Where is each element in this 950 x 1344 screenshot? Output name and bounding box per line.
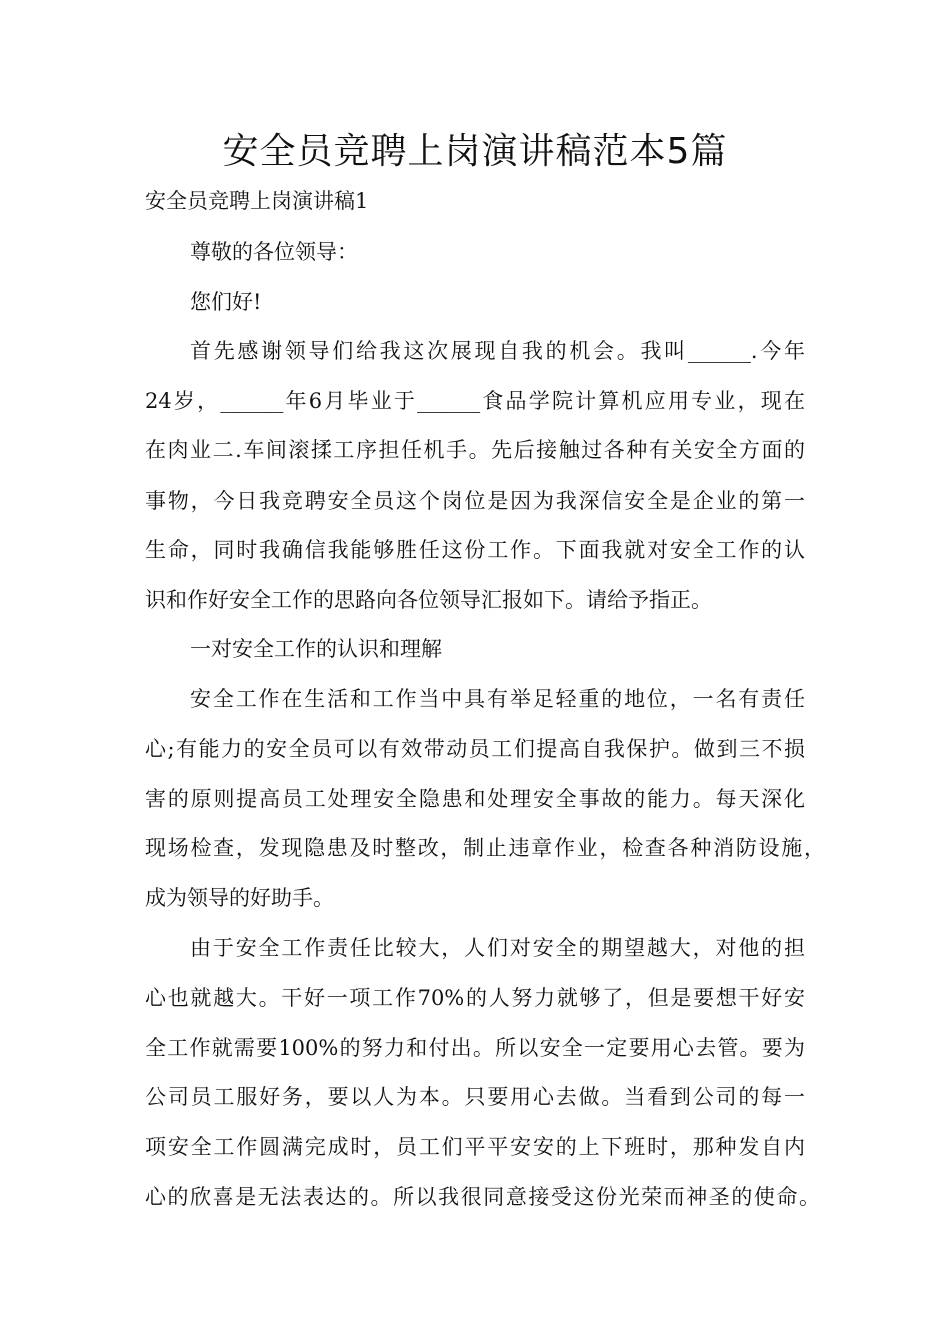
paragraph-line: 项安全工作圆满完成时，员工们平平安安的上下班时，那种发自内 [145,1135,805,1159]
paragraph-line: 心也就越大。干好一项工作70%的人努力就够了，但是要想干好安 [145,986,805,1010]
subheading: 一对安全工作的认识和理解 [190,637,442,661]
paragraph-line: 首先感谢领导们给我这次展现自我的机会。我叫______.今年 [190,339,805,363]
paragraph-line: 成为领导的好助手。 [145,886,334,910]
salutation: 尊敬的各位领导： [190,240,358,264]
paragraph-line: 事物，今日我竞聘安全员这个岗位是因为我深信安全是企业的第一 [145,489,805,513]
section-heading: 安全员竞聘上岗演讲稿1 [145,189,369,213]
paragraph-line: 由于安全工作责任比较大，人们对安全的期望越大，对他的担 [190,936,805,960]
paragraph-line: 害的原则提高员工处理安全隐患和处理安全事故的能力。每天深化 [145,787,805,811]
paragraph-line: 心的欣喜是无法表达的。所以我很同意接受这份光荣而神圣的使命。 [145,1185,820,1209]
paragraph-line: 安全工作在生活和工作当中具有举足轻重的地位，一名有责任 [190,687,805,711]
paragraph-line: 心;有能力的安全员可以有效带动员工们提高自我保护。做到三不损 [145,737,805,761]
paragraph-line: 全工作就需要100%的努力和付出。所以安全一定要用心去管。要为 [145,1036,805,1060]
paragraph-line: 现场检查，发现隐患及时整改，制止违章作业，检查各种消防设施， [145,836,825,860]
paragraph-line: 识和作好安全工作的思路向各位领导汇报如下。请给予指正。 [145,588,712,612]
greeting: 您们好! [190,290,262,314]
paragraph-line: 在肉业二.车间滚揉工序担任机手。先后接触过各种有关安全方面的 [145,438,805,462]
paragraph-line: 公司员工服好务，要以人为本。只要用心去做。当看到公司的每一 [145,1085,805,1109]
document-title: 安全员竞聘上岗演讲稿范本5篇 [222,131,728,172]
paragraph-line: 24岁，______年6月毕业于______食品学院计算机应用专业，现在 [145,389,805,413]
paragraph-line: 生命，同时我确信我能够胜任这份工作。下面我就对安全工作的认 [145,538,805,562]
